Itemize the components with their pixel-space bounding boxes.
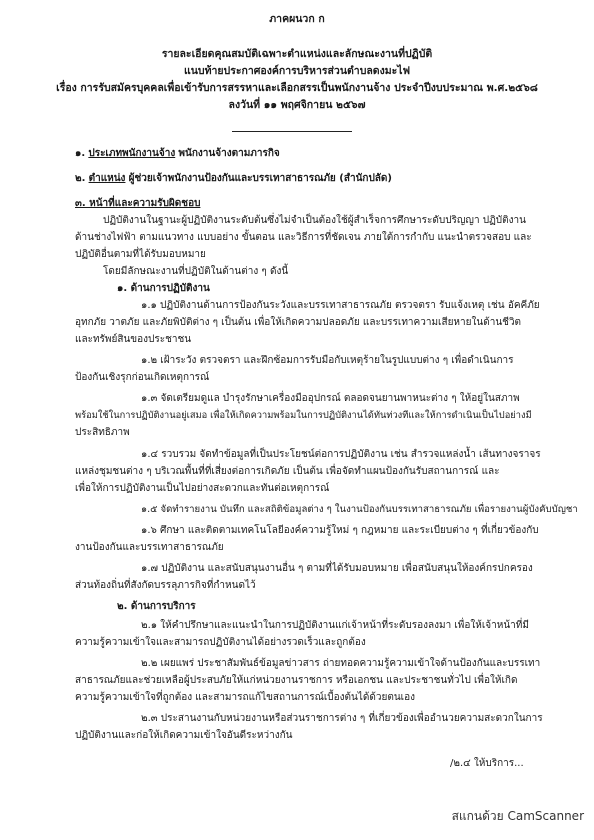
section-1-value: พนักงานจ้างตามภารกิจ — [178, 148, 280, 159]
ops-item-1-line-1: ๑.๑ ปฏิบัติงานด้านการป้องกันระวังและบรรเทาสาธารณภัย ตรวจตรา รับแจ้งเหตุ เช่น อัคคีภัย — [141, 300, 540, 311]
ops-item-7-line-2: ส่วนท้องถิ่นที่สังกัดบรรลุภารกิจที่กำหนดไว้ — [75, 580, 256, 591]
annex-title: ภาคผนวก ก — [269, 13, 325, 25]
intro-line-2: ด้านช่างไฟฟ้า ตามแนวทาง แบบอย่าง ขั้นตอน และวิธีการที่ชัดเจน ภายใต้การกำกับ แนะนำตรวจสอบ และ — [75, 232, 532, 243]
work-intro: โดยมีลักษณะงานที่ปฏิบัติในด้านต่าง ๆ ดังนี้ — [103, 266, 289, 277]
ops-item-1-line-2: อุทกภัย วาตภัย และภัยพิบัติต่าง ๆ เป็นต้น เพื่อให้เกิดความปลอดภัย และบรรเทาความเสียหายในด้านชีวิต — [75, 317, 522, 328]
ops-item-2-line-1: ๑.๒ เฝ้าระวัง ตรวจตรา และฝึกซ้อมการรับมือกับเหตุร้ายในรูปแบบต่าง ๆ เพื่อดำเนินการ — [141, 355, 514, 366]
title-line-2: แนบท้ายประกาศองค์การบริหารส่วนตำบลดงมะไฟ — [183, 65, 411, 77]
section-3-title: ๓. หน้าที่และความรับผิดชอบ — [75, 198, 201, 209]
header-divider — [232, 131, 352, 132]
ops-item-4-line-1: ๑.๔ รวบรวม จัดทำข้อมูลที่เป็นประโยชน์ต่อการปฏิบัติงาน เช่น สำรวจแหล่งน้ำ เส้นทางจราจร — [141, 449, 541, 460]
svc-item-3-line-1: ๒.๓ ประสานงานกับหน่วยงานหรือส่วนราชการต่าง ๆ ที่เกี่ยวข้องเพื่ออำนวยความสะดวกในการ — [141, 713, 543, 724]
section-1-number: ๑. — [75, 148, 86, 159]
svc-item-1-line-2: ความรู้ความเข้าใจและสามารถปฏิบัติงานได้อย่างรวดเร็วและถูกต้อง — [75, 637, 366, 648]
svc-item-2-line-1: ๒.๒ เผยแพร่ ประชาสัมพันธ์ข้อมูลข่าวสาร ถ่ายทอดความรู้ความเข้าใจด้านป้องกันและบรรเทา — [141, 658, 541, 669]
section-2-value: ผู้ช่วยเจ้าพนักงานป้องกันและบรรเทาสาธารณภัย (สำนักปลัด) — [128, 173, 392, 184]
svc-item-2-line-2: สาธารณภัยและช่วยเหลือผู้ประสบภัยให้แก่หน่วยงานราชการ หรือเอกชน และประชาชนทั่วไป เพื่อให้เกิด — [75, 675, 518, 686]
ops-item-1-line-3: และทรัพย์สินของประชาชน — [75, 334, 192, 345]
ops-item-7-line-1: ๑.๗ ปฏิบัติงาน และสนับสนุนงานอื่น ๆ ตามที่ได้รับมอบหมาย เพื่อสนับสนุนให้องค์กรปกครอง — [141, 563, 533, 574]
continued-marker: /๒.๔ ให้บริการ... — [450, 758, 524, 769]
section-2-number: ๒. — [75, 173, 86, 184]
ops-item-4-line-2: แหล่งชุมชนต่าง ๆ บริเวณพื้นที่ที่เสี่ยงต่อการเกิดภัย เป็นต้น เพื่อจัดทำแผนป้องกันรับสถานการณ์ และ — [75, 466, 500, 477]
ops-item-3-line-2: พร้อมใช้ในการปฏิบัติงานอยู่เสมอ เพื่อให้เกิดความพร้อมในการปฏิบัติงานได้ทันท่วงทีและให้การดำเนินเป็นไปอย่างมี — [75, 410, 532, 421]
operations-heading: ๑. ด้านการปฏิบัติงาน — [117, 283, 210, 294]
ops-item-6-line-1: ๑.๖ ศึกษา และติดตามเทคโนโลยีองค์ความรู้ใหม่ ๆ กฎหมาย และระเบียบต่าง ๆ ที่เกี่ยวข้องกับ — [141, 525, 539, 536]
ops-item-3-line-1: ๑.๓ จัดเตรียมดูแล บำรุงรักษาเครื่องมืออุปกรณ์ ตลอดจนยานพาหนะต่าง ๆ ให้อยู่ในสภาพ — [141, 393, 520, 404]
intro-line-3: ปฏิบัติอื่นตามที่ได้รับมอบหมาย — [75, 249, 206, 260]
service-heading: ๒. ด้านการบริการ — [117, 601, 196, 612]
svc-item-3-line-2: ปฏิบัติงานและก่อให้เกิดความเข้าใจอันดีระหว่างกัน — [75, 730, 293, 741]
intro-line-1: ปฏิบัติงานในฐานะผู้ปฏิบัติงานระดับต้นซึ่งไม่จำเป็นต้องใช้ผู้สำเร็จการศึกษาระดับปริญญา ปฏิบัติงาน — [103, 215, 526, 226]
scanner-watermark: สแกนด้วย CamScanner — [451, 809, 584, 823]
ops-item-3-line-3: ประสิทธิภาพ — [75, 427, 130, 438]
svc-item-2-line-3: ความรู้ความเข้าใจที่ถูกต้อง และสามารถแก้ไขสถานการณ์เบื้องต้นได้ด้วยตนเอง — [75, 692, 415, 703]
title-line-3: เรื่อง การรับสมัครบุคคลเพื่อเข้ารับการสรรหาและเลือกสรรเป็นพนักงานจ้าง ประจำปีงบประมาณ พ.ศ.๒๕๖๘ — [56, 82, 538, 94]
title-date: ลงวันที่ ๑๑ พฤศจิกายน ๒๕๖๗ — [228, 99, 366, 111]
section-2 — [75, 172, 392, 186]
ops-item-6-line-2: งานป้องกันและบรรเทาสาธารณภัย — [75, 542, 224, 553]
ops-item-5-line-1: ๑.๕ จัดทำรายงาน บันทึก และสถิติข้อมูลต่าง ๆ ในงานป้องกันบรรเทาสาธารณภัย เพื่อรายงานผู้บังคับบัญชา — [141, 504, 578, 515]
section-1-label: ประเภทพนักงานจ้าง — [88, 148, 176, 159]
ops-item-2-line-2: ป้องกันเชิงรุกก่อนเกิดเหตุการณ์ — [75, 372, 210, 383]
section-2-label: ตำแหน่ง — [88, 173, 126, 184]
section-1 — [75, 147, 280, 161]
title-line-1: รายละเอียดคุณสมบัติเฉพาะตำแหน่งและลักษณะงานที่ปฏิบัติ — [161, 48, 433, 60]
svc-item-1-line-1: ๒.๑ ให้คำปรึกษาและแนะนำในการปฏิบัติงานแก่เจ้าหน้าที่ระดับรองลงมา เพื่อให้เจ้าหน้าที่มี — [141, 620, 529, 631]
ops-item-4-line-3: เพื่อให้การปฏิบัติงานเป็นไปอย่างสะดวกและทันต่อเหตุการณ์ — [75, 483, 330, 494]
